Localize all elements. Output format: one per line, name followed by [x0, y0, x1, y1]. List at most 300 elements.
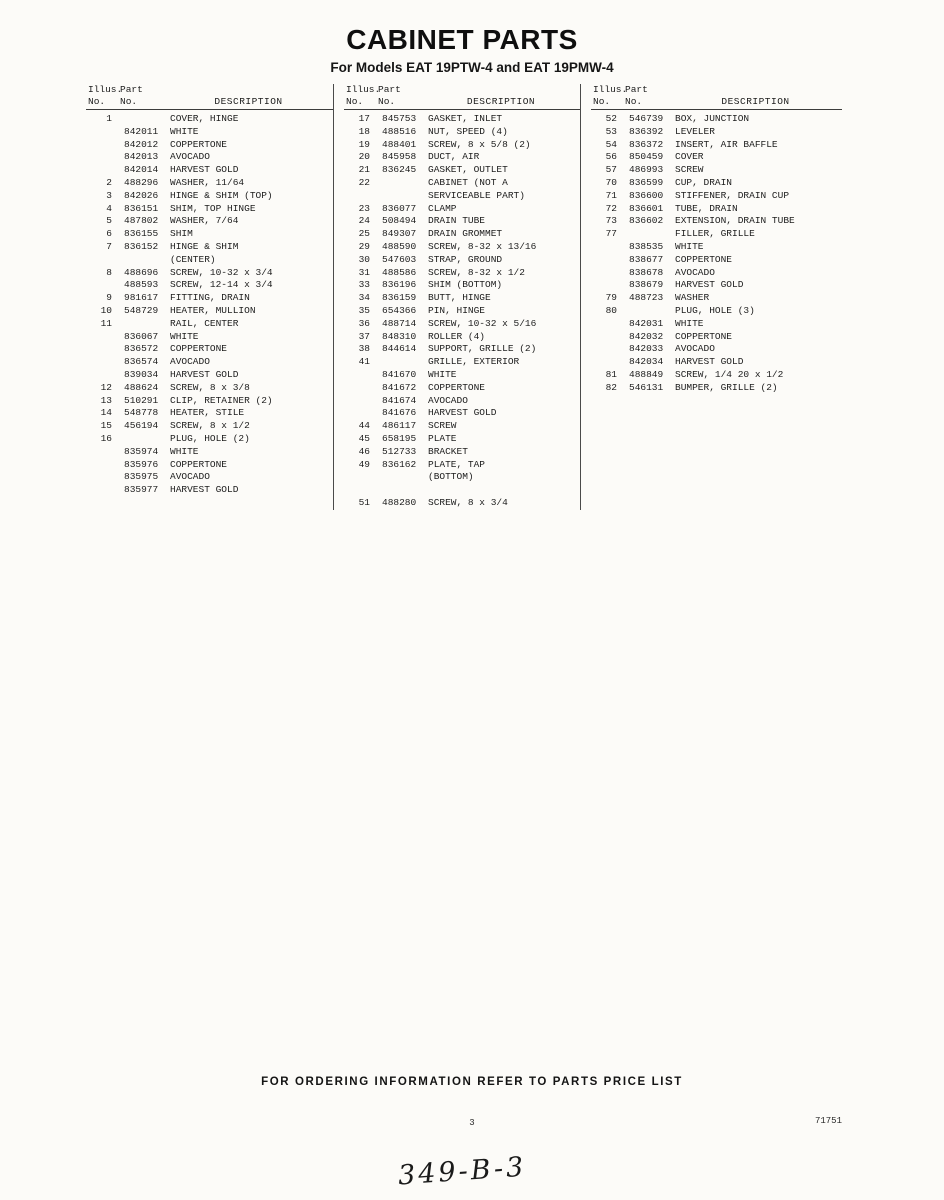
- description-cell: BOX, JUNCTION: [675, 113, 750, 124]
- illus-no-cell: 54: [605, 138, 617, 150]
- illus-no-cell: 9: [106, 292, 112, 304]
- part-no-cell: 836602: [629, 215, 664, 227]
- illus-no-cell: 2: [106, 176, 112, 188]
- illus-no-cell: [344, 471, 370, 484]
- description-cell: HARVEST GOLD: [675, 279, 744, 291]
- illus-no-cell: [86, 343, 112, 356]
- illus-no-cell: 11: [100, 317, 112, 329]
- part-header-label: Part: [120, 84, 143, 95]
- part-no-cell: 488714: [382, 317, 417, 329]
- table-row: [591, 292, 842, 305]
- description-cell: RAIL, CENTER: [170, 317, 239, 329]
- table-row: [344, 382, 580, 395]
- illus-no-cell: 72: [605, 202, 617, 214]
- table-row: [591, 190, 842, 203]
- description-cell: [422, 484, 580, 497]
- table-row: [344, 254, 580, 267]
- illus-no-cell: 19: [358, 138, 370, 150]
- illus-no-cell: [591, 241, 617, 254]
- part-no-cell: 835976: [124, 458, 159, 470]
- table-row: [86, 331, 333, 344]
- illus-header-label: Illus.: [346, 84, 381, 95]
- illus-no-cell: 80: [605, 304, 617, 316]
- description-cell: COVER, HINGE: [170, 113, 239, 124]
- illus-no-cell: 52: [605, 113, 617, 124]
- part-no-header: No.: [120, 96, 138, 107]
- illus-no-cell: 22: [358, 176, 370, 188]
- table-row: [86, 318, 333, 331]
- description-cell: SCREW: [428, 420, 457, 432]
- table-row: [591, 267, 842, 280]
- description-cell: PLUG, HOLE (3): [675, 304, 755, 316]
- illus-no-cell: [591, 318, 617, 331]
- description-cell: HARVEST GOLD: [170, 164, 239, 176]
- part-no-cell: [370, 177, 422, 190]
- page-title: CABINET PARTS: [346, 24, 578, 55]
- part-no-cell: 848310: [382, 330, 417, 342]
- table-row: [86, 459, 333, 472]
- table-row: [591, 369, 842, 382]
- illus-no-cell: 45: [358, 432, 370, 444]
- part-no-cell: 842034: [629, 356, 664, 368]
- table-row: [344, 331, 580, 344]
- part-no-cell: 508494: [382, 215, 417, 227]
- part-no-cell: 488590: [382, 240, 417, 252]
- part-no-cell: 842013: [124, 151, 159, 163]
- illus-no-cell: 23: [358, 202, 370, 214]
- table-row: [344, 497, 580, 510]
- part-no-cell: 845958: [382, 151, 417, 163]
- part-no-cell: 836159: [382, 292, 417, 304]
- part-no-cell: 486993: [629, 164, 664, 176]
- part-no-cell: 841674: [382, 394, 417, 406]
- description-cell: HEATER, MULLION: [170, 304, 256, 316]
- illus-no-cell: [86, 139, 112, 152]
- illus-no-cell: [344, 382, 370, 395]
- illus-no-header: No.: [88, 96, 106, 107]
- description-cell: SCREW, 10-32 x 3/4: [170, 266, 273, 278]
- illus-no-cell: 37: [358, 330, 370, 342]
- illus-no-cell: 35: [358, 304, 370, 316]
- header-row-2: [591, 96, 842, 108]
- table-row: [86, 433, 333, 446]
- part-no-cell: 842026: [124, 189, 159, 201]
- part-no-cell: 836162: [382, 458, 417, 470]
- description-cell: WHITE: [170, 445, 199, 457]
- illus-no-header: No.: [346, 96, 364, 107]
- part-no-cell: 981617: [124, 292, 159, 304]
- part-no-cell: [370, 190, 422, 203]
- table-row: [591, 305, 842, 318]
- description-cell: AVOCADO: [170, 471, 210, 483]
- table-row: [86, 203, 333, 216]
- table-row: [86, 215, 333, 228]
- description-cell: GASKET, INLET: [428, 113, 503, 124]
- illus-no-cell: 1: [106, 113, 112, 124]
- table-row: [344, 279, 580, 292]
- part-no-cell: 836196: [382, 279, 417, 291]
- part-no-cell: 488593: [124, 279, 159, 291]
- part-no-cell: 836572: [124, 343, 159, 355]
- illus-no-cell: 82: [605, 381, 617, 393]
- description-cell: GRILLE, EXTERIOR: [428, 356, 520, 368]
- table-row: [344, 151, 580, 164]
- illus-no-cell: 41: [358, 356, 370, 368]
- illus-no-cell: 13: [100, 394, 112, 406]
- table-row: [344, 407, 580, 420]
- illus-no-cell: 16: [100, 432, 112, 444]
- part-no-cell: 842011: [124, 125, 159, 137]
- illus-header-label: Illus.: [88, 84, 123, 95]
- description-cell: GASKET, OUTLET: [428, 164, 508, 176]
- illus-no-cell: 71: [605, 189, 617, 201]
- parts-column-3: [580, 84, 842, 510]
- table-row: [86, 420, 333, 433]
- part-no-cell: 842032: [629, 330, 664, 342]
- illus-no-cell: 70: [605, 176, 617, 188]
- header-spacer: [422, 84, 580, 96]
- description-cell: NUT, SPEED (4): [428, 125, 508, 137]
- illus-no-cell: 17: [358, 113, 370, 124]
- part-no-cell: [617, 228, 669, 241]
- description-cell: HARVEST GOLD: [170, 484, 239, 496]
- illus-no-header: No.: [593, 96, 611, 107]
- description-cell: AVOCADO: [170, 151, 210, 163]
- illus-no-cell: [344, 369, 370, 382]
- description-cell: COPPERTONE: [428, 381, 486, 393]
- description-cell: SCREW, 12-14 x 3/4: [170, 279, 273, 291]
- doc-number: 71751: [814, 1116, 842, 1126]
- description-cell: COVER: [675, 151, 704, 163]
- part-no-cell: 836077: [382, 202, 417, 214]
- description-cell: FITTING, DRAIN: [170, 292, 250, 304]
- part-header-label: Part: [625, 84, 648, 95]
- description-cell: INSERT, AIR BAFFLE: [675, 138, 778, 150]
- illus-no-cell: [86, 254, 112, 267]
- table-row: [591, 331, 842, 344]
- description-cell: PLUG, HOLE (2): [170, 432, 250, 444]
- part-no-cell: 836067: [124, 330, 159, 342]
- illus-no-cell: 18: [358, 125, 370, 137]
- table-row: [344, 318, 580, 331]
- part-no-cell: 836152: [124, 240, 159, 252]
- part-no-cell: 488624: [124, 381, 159, 393]
- part-no-cell: 838535: [629, 240, 664, 252]
- table-row: [344, 177, 580, 190]
- illus-no-cell: 24: [358, 215, 370, 227]
- part-no-cell: 842033: [629, 343, 664, 355]
- part-no-cell: [370, 356, 422, 369]
- table-row: [591, 228, 842, 241]
- table-row: [86, 484, 333, 497]
- description-cell: PIN, HINGE: [428, 304, 486, 316]
- table-row: [591, 139, 842, 152]
- table-row: [591, 203, 842, 216]
- illus-no-cell: 15: [100, 420, 112, 432]
- description-cell: SCREW: [675, 164, 704, 176]
- part-no-cell: 488296: [124, 176, 159, 188]
- parts-column-2: [333, 84, 580, 510]
- header-row-1: [591, 84, 842, 96]
- description-cell: SCREW, 8 x 3/4: [428, 496, 508, 508]
- description-cell: FILLER, GRILLE: [675, 228, 755, 240]
- description-cell: WHITE: [675, 317, 704, 329]
- table-row: [344, 395, 580, 408]
- illus-no-cell: [86, 446, 112, 459]
- table-row: [86, 254, 333, 267]
- part-no-cell: 836245: [382, 164, 417, 176]
- illus-no-cell: 8: [106, 266, 112, 278]
- part-no-cell: 836599: [629, 176, 664, 188]
- illus-no-cell: 3: [106, 189, 112, 201]
- table-row: [591, 279, 842, 292]
- table-row: [86, 228, 333, 241]
- table-row: [344, 113, 580, 126]
- illus-no-cell: [86, 459, 112, 472]
- header-row-2: [344, 96, 580, 108]
- description-cell: WASHER, 7/64: [170, 215, 239, 227]
- table-row: [344, 369, 580, 382]
- part-no-cell: 836601: [629, 202, 664, 214]
- part-no-cell: 486117: [382, 420, 417, 432]
- description-cell: STRAP, GROUND: [428, 253, 503, 265]
- description-cell: WASHER, 11/64: [170, 176, 245, 188]
- part-no-cell: 836392: [629, 125, 664, 137]
- table-row: [86, 126, 333, 139]
- description-cell: WASHER: [675, 292, 710, 304]
- description-cell: LEVELER: [675, 125, 715, 137]
- description-cell: COPPERTONE: [675, 330, 733, 342]
- illus-no-cell: [591, 254, 617, 267]
- table-row: [591, 164, 842, 177]
- column-header: [591, 84, 842, 110]
- table-row: [344, 203, 580, 216]
- part-no-cell: 850459: [629, 151, 664, 163]
- description-cell: DUCT, AIR: [428, 151, 480, 163]
- part-no-cell: 842012: [124, 138, 159, 150]
- table-row: [591, 151, 842, 164]
- illus-no-cell: [86, 471, 112, 484]
- description-cell: COPPERTONE: [675, 253, 733, 265]
- description-cell: SCREW, 1/4 20 x 1/2: [675, 368, 784, 380]
- illus-no-cell: [344, 407, 370, 420]
- part-no-cell: 488401: [382, 138, 417, 150]
- description-cell: PLATE: [428, 432, 457, 444]
- description-cell: AVOCADO: [675, 343, 715, 355]
- description-cell: WHITE: [170, 330, 199, 342]
- description-cell: WHITE: [170, 125, 199, 137]
- part-no-cell: 841676: [382, 407, 417, 419]
- table-row: [86, 292, 333, 305]
- table-row: [86, 343, 333, 356]
- table-row: [86, 177, 333, 190]
- illus-no-cell: [86, 356, 112, 369]
- description-header: DESCRIPTION: [466, 96, 536, 107]
- illus-no-cell: 21: [358, 164, 370, 176]
- table-row: [591, 343, 842, 356]
- parts-column-1: [86, 84, 333, 510]
- part-no-cell: 835975: [124, 471, 159, 483]
- description-cell: CABINET (NOT A: [428, 176, 508, 188]
- table-row: [86, 241, 333, 254]
- header-row-2: [86, 96, 333, 108]
- description-cell: PLATE, TAP: [428, 458, 486, 470]
- illus-no-cell: 10: [100, 304, 112, 316]
- parts-table: [86, 84, 842, 510]
- table-row: [86, 279, 333, 292]
- part-no-cell: 849307: [382, 228, 417, 240]
- illus-no-cell: 38: [358, 343, 370, 355]
- description-cell: AVOCADO: [170, 356, 210, 368]
- part-header-label: Part: [378, 84, 401, 95]
- table-row: [344, 305, 580, 318]
- part-no-cell: 488723: [629, 292, 664, 304]
- part-no-cell: [112, 113, 164, 126]
- description-cell: DRAIN GROMMET: [428, 228, 503, 240]
- description-cell: (CENTER): [170, 253, 216, 265]
- description-cell: ROLLER (4): [428, 330, 486, 342]
- part-no-cell: 488696: [124, 266, 159, 278]
- table-row: [591, 113, 842, 126]
- illus-no-cell: 33: [358, 279, 370, 291]
- page-subtitle: For Models EAT 19PTW-4 and EAT 19PMW-4: [330, 60, 614, 75]
- table-row: [591, 177, 842, 190]
- part-no-cell: 548778: [124, 407, 159, 419]
- page-number: 3: [469, 1118, 475, 1128]
- illus-no-cell: 56: [605, 151, 617, 163]
- table-row: [591, 215, 842, 228]
- part-no-cell: [617, 305, 669, 318]
- column-header: [86, 84, 333, 110]
- part-no-cell: 838677: [629, 253, 664, 265]
- illus-no-cell: [86, 484, 112, 497]
- description-cell: CUP, DRAIN: [675, 176, 733, 188]
- illus-no-cell: [86, 126, 112, 139]
- table-row: [86, 151, 333, 164]
- illus-no-cell: [591, 267, 617, 280]
- description-cell: EXTENSION, DRAIN TUBE: [675, 215, 795, 227]
- description-cell: SCREW, 10-32 x 5/16: [428, 317, 537, 329]
- table-row: [344, 343, 580, 356]
- part-no-cell: 654366: [382, 304, 417, 316]
- description-cell: AVOCADO: [675, 266, 715, 278]
- part-no-cell: 842031: [629, 317, 664, 329]
- part-no-cell: 658195: [382, 432, 417, 444]
- illus-no-cell: 44: [358, 420, 370, 432]
- table-row: [86, 305, 333, 318]
- description-cell: WHITE: [428, 368, 457, 380]
- part-no-cell: 842014: [124, 164, 159, 176]
- description-cell: BUTT, HINGE: [428, 292, 491, 304]
- part-no-cell: 488280: [382, 496, 417, 508]
- part-no-cell: 456194: [124, 420, 159, 432]
- part-no-cell: 836600: [629, 189, 664, 201]
- part-no-cell: 488516: [382, 125, 417, 137]
- part-no-cell: 510291: [124, 394, 159, 406]
- illus-no-cell: 14: [100, 407, 112, 419]
- illus-no-cell: [344, 484, 370, 497]
- table-row: [86, 113, 333, 126]
- ordering-note: FOR ORDERING INFORMATION REFER TO PARTS PRICE LIST: [261, 1076, 683, 1088]
- description-header: DESCRIPTION: [214, 96, 283, 107]
- description-cell: SCREW, 8 x 1/2: [170, 420, 250, 432]
- description-cell: SCREW, 8-32 x 13/16: [428, 240, 537, 252]
- part-no-cell: 487802: [124, 215, 159, 227]
- table-row: [344, 459, 580, 472]
- table-row: [86, 164, 333, 177]
- description-cell: COPPERTONE: [170, 138, 228, 150]
- table-row: [86, 139, 333, 152]
- illus-no-cell: 77: [605, 228, 617, 240]
- table-row: [86, 356, 333, 369]
- table-row: [344, 356, 580, 369]
- table-row: [86, 369, 333, 382]
- illus-no-cell: 36: [358, 317, 370, 329]
- illus-no-cell: 6: [106, 228, 112, 240]
- table-row: [86, 382, 333, 395]
- part-no-cell: 835974: [124, 445, 159, 457]
- table-row: [344, 446, 580, 459]
- illus-no-cell: [591, 343, 617, 356]
- part-no-cell: 841672: [382, 381, 417, 393]
- table-row: [86, 190, 333, 203]
- part-no-cell: 546131: [629, 381, 664, 393]
- description-cell: SUPPORT, GRILLE (2): [428, 343, 537, 355]
- part-no-cell: 546739: [629, 113, 664, 124]
- description-cell: HARVEST GOLD: [675, 356, 744, 368]
- part-no-cell: 838678: [629, 266, 664, 278]
- description-cell: CLIP, RETAINER (2): [170, 394, 273, 406]
- table-row: [344, 292, 580, 305]
- illus-no-cell: [86, 164, 112, 177]
- table-row: [344, 420, 580, 433]
- description-cell: SCREW, 8-32 x 1/2: [428, 266, 525, 278]
- description-cell: DRAIN TUBE: [428, 215, 486, 227]
- description-cell: (BOTTOM): [428, 471, 474, 483]
- description-cell: HINGE & SHIM (TOP): [170, 189, 273, 201]
- illus-no-cell: 5: [106, 215, 112, 227]
- description-cell: BRACKET: [428, 445, 468, 457]
- table-row: [86, 446, 333, 459]
- table-row: [86, 267, 333, 280]
- part-no-cell: [112, 318, 164, 331]
- description-cell: HINGE & SHIM: [170, 240, 239, 252]
- description-cell: SERVICEABLE PART): [428, 189, 525, 201]
- illus-no-cell: 20: [358, 151, 370, 163]
- part-no-cell: [112, 433, 164, 446]
- illus-no-cell: [591, 356, 617, 369]
- part-no-header: No.: [378, 96, 396, 107]
- part-no-cell: 845753: [382, 113, 417, 124]
- description-cell: AVOCADO: [428, 394, 468, 406]
- part-no-cell: 836155: [124, 228, 159, 240]
- illus-no-cell: [344, 190, 370, 203]
- table-row: [344, 241, 580, 254]
- part-no-cell: 839034: [124, 368, 159, 380]
- part-no-header: No.: [625, 96, 643, 107]
- table-row: [591, 356, 842, 369]
- illus-no-cell: 57: [605, 164, 617, 176]
- part-no-cell: [370, 484, 422, 497]
- table-row: [344, 126, 580, 139]
- header-row-1: [86, 84, 333, 96]
- illus-no-cell: 29: [358, 240, 370, 252]
- illus-no-cell: 30: [358, 253, 370, 265]
- illus-no-cell: 25: [358, 228, 370, 240]
- illus-no-cell: [86, 369, 112, 382]
- illus-no-cell: [344, 395, 370, 408]
- table-row: [344, 484, 580, 497]
